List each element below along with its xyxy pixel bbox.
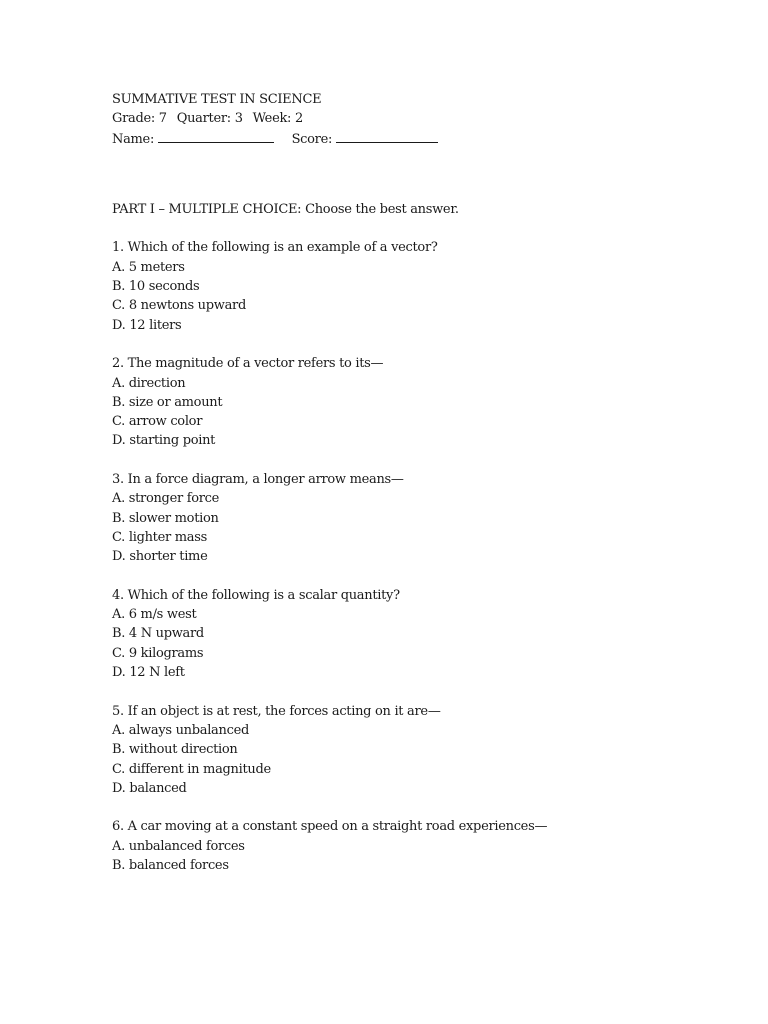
test-header (112, 90, 712, 149)
answer-choice: B. 10 seconds (112, 279, 200, 295)
question-stem: 2. The magnitude of a vector refers to its— (112, 356, 384, 372)
test-meta (112, 109, 712, 128)
week-label: Week: 2 (252, 111, 303, 127)
answer-choice: C. arrow color (112, 414, 203, 430)
answer-choice: D. 12 liters (112, 317, 182, 333)
answer-choice: B. slower motion (112, 510, 219, 526)
answer-choice: A. unbalanced forces (112, 838, 245, 854)
answer-choice: A. 6 m/s west (112, 607, 197, 623)
question-list (112, 219, 712, 875)
answer-choice: C. 8 newtons upward (112, 298, 246, 314)
name-label: Name: (112, 131, 155, 147)
answer-choice: A. direction (112, 375, 186, 391)
answer-choice: B. balanced forces (112, 857, 229, 873)
answer-choice: A. always unbalanced (112, 722, 249, 738)
question-block (112, 238, 712, 334)
question-stem: 4. Which of the following is a scalar quantity? (112, 587, 400, 603)
answer-choice: B. without direction (112, 742, 238, 758)
test-title: SUMMATIVE TEST IN SCIENCE (112, 92, 322, 107)
question-stem: 1. Which of the following is an example of a vector? (112, 240, 438, 256)
name-score-row (112, 129, 712, 149)
question-block (112, 470, 712, 566)
answer-choice: D. starting point (112, 433, 216, 449)
quarter-label: Quarter: 3 (176, 111, 243, 127)
answer-choice: C. lighter mass (112, 529, 207, 545)
question-stem: 3. In a force diagram, a longer arrow means— (112, 472, 404, 488)
answer-choice: D. shorter time (112, 549, 208, 565)
question-block (112, 354, 712, 450)
score-blank[interactable] (336, 129, 438, 143)
score-label: Score: (291, 131, 333, 147)
question-block (112, 817, 712, 875)
question-block (112, 702, 712, 798)
answer-choice: C. different in magnitude (112, 761, 271, 777)
answer-choice: C. 9 kilograms (112, 645, 204, 661)
question-stem: 5. If an object is at rest, the forces acting on it are— (112, 703, 441, 719)
question-stem: 6. A car moving at a constant speed on a straight road experiences— (112, 819, 548, 835)
answer-choice: D. balanced (112, 780, 187, 796)
document-page (112, 90, 712, 875)
grade-label: Grade: 7 (112, 111, 167, 127)
answer-choice: B. size or amount (112, 394, 223, 410)
answer-choice: B. 4 N upward (112, 626, 204, 642)
answer-choice: A. stronger force (112, 491, 220, 507)
question-block (112, 586, 712, 682)
answer-choice: A. 5 meters (112, 259, 185, 275)
part1-instructions: PART I – MULTIPLE CHOICE: Choose the best answer. (112, 201, 459, 217)
name-blank[interactable] (158, 129, 274, 143)
answer-choice: D. 12 N left (112, 665, 185, 681)
